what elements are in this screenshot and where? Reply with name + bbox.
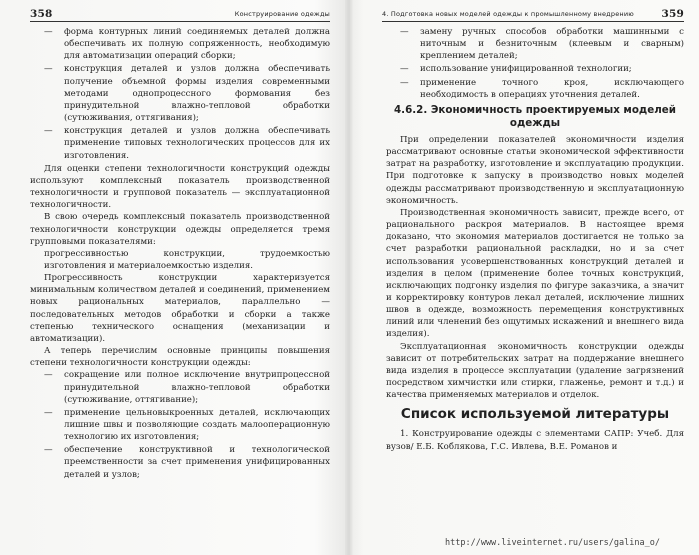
left-page-number: 358 bbox=[30, 8, 53, 20]
bullet-item: — конструкция деталей и узлов должна обеспечивать применение типовых технологических процессов для их изготовления. bbox=[44, 126, 330, 161]
paragraph: А теперь перечислим основные принципы повышения степени технологичности конструкции одежды: bbox=[30, 346, 330, 369]
bullet-item: — сокращение или полное исключение внутрипроцессной принудительной влажно-тепловой обработки (сутюживание, оттягивание); bbox=[44, 370, 330, 405]
bullet-item: — обеспечение конструктивной и технологической преемственности за счет применения унифицированных деталей и узлов; bbox=[44, 445, 330, 480]
bullet-item: — использование унифицированной технологии; bbox=[400, 64, 632, 75]
bullet-item: — конструкция деталей и узлов должна обеспечивать получение объемной формы изделия современными методами однопроцессного формования без принудительной влажно-тепловой обработки (сутюживания, оттягивания); bbox=[44, 64, 330, 124]
right-running-title: 4. Подготовка новых моделей одежды к промышленному внедрению bbox=[382, 10, 634, 18]
left-page-body bbox=[30, 26, 330, 482]
source-url: http://www.liveinternet.ru/users/galina_o/ bbox=[445, 538, 660, 548]
bibliography-heading: Список используемой литературы bbox=[400, 406, 670, 423]
paragraph: Прогрессивность конструкции характеризуется минимальным количеством деталей и соединений, применением новых рациональных материалов, параллельно — последовательных методов обработки и сборки а также степенью технического оснащения (механизации и автоматизации). bbox=[30, 273, 330, 344]
bullet-item: — применение цельновыкроенных деталей, исключающих лишние швы и позволяющие создать малооперационную технологию их изготовления; bbox=[44, 407, 330, 443]
bullet-item: — применение точного кроя, исключающего необходимость в операциях уточнения деталей. bbox=[400, 77, 684, 100]
paragraph: Производственная экономичность зависит, прежде всего, от рационального раскроя материалов. В настоящее время доказано, что экономия материалов достигается не только за счет разработки рациональной раскладки, но и за счет использования усовершенствованных конструкций деталей и изделия в целом (применение более точных конструкций, исключающих подгонку изделия по фигуре заказчика, а значит и корректировку контуров лекал деталей, исключение лишних швов в одежде, возможность перемещения конструктивных линий или членений без ощутимых искажений и внешнего вида изделия). bbox=[386, 207, 684, 340]
bibliography-item: 1. Конструирование одежды с элементами САПР: Учеб. Для вузов/ Е.Б. Коблякова, Г.С. Ивлева, В.Е. Романов и bbox=[386, 429, 684, 452]
bullet-item: — замену ручных способов обработки машинными с ниточным и безниточным (клеевым и сварным) креплением деталей; bbox=[400, 27, 684, 62]
right-page-number: 359 bbox=[661, 8, 684, 20]
right-page-body bbox=[386, 26, 684, 453]
left-running-title: Конструирование одежды bbox=[234, 10, 330, 18]
right-running-header bbox=[382, 4, 684, 22]
left-running-header bbox=[30, 4, 330, 22]
paragraph: прогрессивностью конструкции, трудоемкостью изготовления и материалоемкостью изделия. bbox=[44, 248, 330, 271]
section-heading: 4.6.2. Экономичность проектируемых моделей одежды bbox=[394, 103, 676, 129]
right-page bbox=[352, 0, 699, 555]
bullet-item: — форма контурных линий соединяемых деталей должна обеспечивать их полную сопряженность, необходимую для автоматизации операций сборки; bbox=[44, 27, 330, 62]
paragraph: Эксплуатационная экономичность конструкции одежды зависит от потребительских затрат на поддержание внешнего вида изделия в процессе эксплуатации (удаление загрязнений посредством химчистки или стирки, глаженье, ремонт и т.д.) и качества применяемых материалов и отделок. bbox=[386, 341, 684, 401]
paragraph: Для оценки степени технологичности конструкций одежды используют комплексный показатель производственной технологичности и групповой показатель — эксплуатационной технологичности. bbox=[30, 163, 330, 211]
left-page bbox=[0, 0, 346, 555]
paragraph: В свою очередь комплексный показатель производственной технологичности конструкции одежды определяется тремя групповыми показателями: bbox=[30, 212, 330, 247]
paragraph: При определении показателей экономичности изделия рассматривают основные статьи экономической эффективности затрат на разработку, изготовление и эксплуатацию продукции. При подготовке к запуску в производство новых моделей одежды рассматривают производственную и эксплуатационную экономичность. bbox=[386, 134, 684, 206]
